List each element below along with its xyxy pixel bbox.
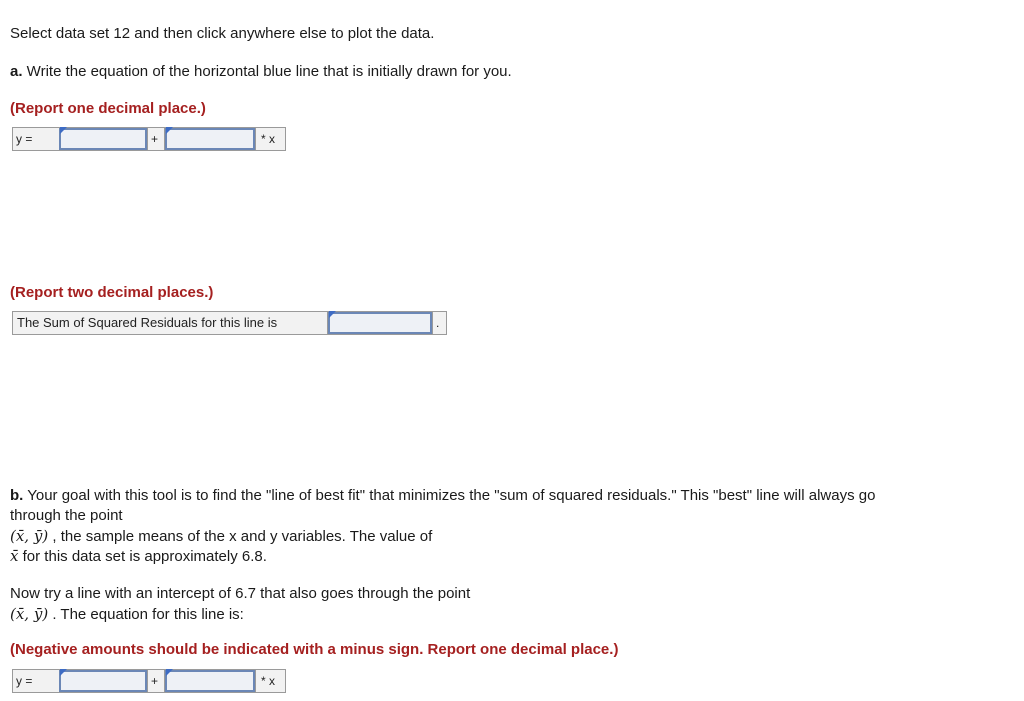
input-flag-icon [60, 669, 67, 676]
instructions-text: Select data set 12 and then click anywhere else to plot the data. [10, 25, 435, 42]
plus-label: + [151, 674, 159, 688]
intercept-input-b[interactable] [59, 670, 147, 692]
y-equals-label: y = [16, 132, 33, 146]
divider [255, 670, 256, 692]
intercept-input-a[interactable] [59, 128, 147, 150]
mean-point-symbol: (x̄, ȳ) [10, 605, 49, 623]
try-line-text-1: Now try a line with an intercept of 6.7 that also goes through the point [10, 585, 471, 602]
part-b-text-3-row [10, 526, 432, 547]
xbar-symbol: x̄ [10, 547, 19, 565]
ssr-input[interactable] [328, 312, 432, 334]
part-a-label: a. [10, 63, 23, 80]
times-x-label: * x [261, 132, 276, 146]
y-equals-label: y = [16, 674, 33, 688]
period-label: . [436, 316, 440, 330]
input-flag-icon [329, 311, 336, 318]
divider [255, 128, 256, 150]
part-a-note-2: (Report two decimal places.) [10, 284, 214, 301]
part-a-question [10, 62, 512, 82]
slope-input-a[interactable] [165, 128, 255, 150]
times-x-label: * x [261, 674, 276, 688]
part-b-text-4-row [10, 546, 267, 567]
ssr-row [12, 311, 447, 335]
divider [147, 670, 148, 692]
divider [432, 312, 433, 334]
equation-row-a [12, 127, 286, 151]
ssr-label: The Sum of Squared Residuals for this line is [17, 315, 278, 330]
slope-input-b[interactable] [165, 670, 255, 692]
plus-label: + [151, 132, 159, 146]
part-b-text-4: for this data set is approximately 6.8. [18, 548, 267, 565]
mean-point-symbol: (x̄, ȳ) [10, 527, 49, 545]
equation-row-b [12, 669, 286, 693]
part-a-note-1: (Report one decimal place.) [10, 100, 206, 117]
part-b-text-3: , the sample means of the x and y variables. The value of [48, 528, 433, 545]
part-b-note: (Negative amounts should be indicated with a minus sign. Report one decimal place.) [10, 641, 619, 658]
try-line-row-2 [10, 604, 244, 625]
input-flag-icon [166, 669, 173, 676]
input-flag-icon [166, 127, 173, 134]
part-b-text-1: Your goal with this tool is to find the "line of best fit" that minimizes the "sum of squared residuals." This "best" line will always go [23, 487, 876, 504]
input-flag-icon [60, 127, 67, 134]
part-b-text-2: through the point [10, 507, 123, 524]
part-a-text: Write the equation of the horizontal blue line that is initially drawn for you. [22, 63, 512, 80]
part-b-question [10, 486, 1010, 506]
try-line-text-2: . The equation for this line is: [48, 606, 244, 623]
part-b-label: b. [10, 487, 24, 504]
divider [147, 128, 148, 150]
